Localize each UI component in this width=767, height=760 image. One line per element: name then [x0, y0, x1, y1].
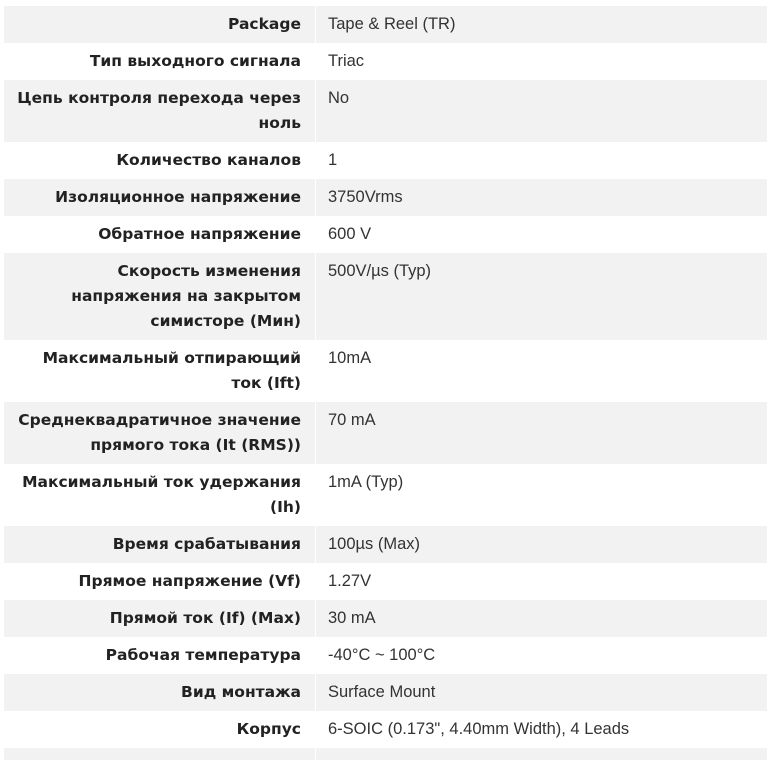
spec-label: Максимальный отпирающий ток (Ift)	[4, 340, 316, 402]
spec-table	[4, 6, 767, 760]
spec-label: Скорость изменения напряжения на закрытом симисторе (Мин)	[4, 253, 316, 340]
spec-label: Среднеквадратичное значение прямого тока (It (RMS))	[4, 402, 316, 464]
spec-value	[316, 748, 767, 760]
spec-label: Прямое напряжение (Vf)	[4, 563, 316, 600]
table-row	[4, 674, 767, 711]
spec-value: Surface Mount	[316, 674, 767, 711]
table-row	[4, 563, 767, 600]
table-row	[4, 711, 767, 748]
spec-value: 6-SOIC (0.173", 4.40mm Width), 4 Leads	[316, 711, 767, 748]
spec-label: Изоляционное напряжение	[4, 179, 316, 216]
spec-label: Обратное напряжение	[4, 216, 316, 253]
table-row	[4, 216, 767, 253]
spec-label: Время срабатывания	[4, 526, 316, 563]
spec-label: Цепь контроля перехода через ноль	[4, 80, 316, 142]
spec-label: Количество каналов	[4, 142, 316, 179]
table-row	[4, 253, 767, 340]
spec-value: 100µs (Max)	[316, 526, 767, 563]
table-row	[4, 43, 767, 80]
spec-value: Triac	[316, 43, 767, 80]
spec-value: 1mA (Typ)	[316, 464, 767, 526]
table-row	[4, 464, 767, 526]
spec-value: 600 V	[316, 216, 767, 253]
spec-value: 70 mA	[316, 402, 767, 464]
table-row	[4, 340, 767, 402]
spec-value: 1.27V	[316, 563, 767, 600]
table-row	[4, 6, 767, 43]
spec-value: Tape & Reel (TR)	[316, 6, 767, 43]
spec-label: Корпус	[4, 711, 316, 748]
spec-value: -40°C ~ 100°C	[316, 637, 767, 674]
table-row	[4, 748, 767, 760]
table-row	[4, 637, 767, 674]
spec-label: Максимальный ток удержания (Ih)	[4, 464, 316, 526]
spec-label: Тип выходного сигнала	[4, 43, 316, 80]
spec-value: 1	[316, 142, 767, 179]
spec-label: Прямой ток (If) (Max)	[4, 600, 316, 637]
table-row	[4, 526, 767, 563]
spec-label: Вид монтажа	[4, 674, 316, 711]
table-row	[4, 402, 767, 464]
table-row	[4, 142, 767, 179]
spec-value: No	[316, 80, 767, 142]
spec-value: 10mA	[316, 340, 767, 402]
spec-value: 3750Vrms	[316, 179, 767, 216]
spec-value: 500V/µs (Typ)	[316, 253, 767, 340]
spec-label: Package	[4, 6, 316, 43]
table-row	[4, 600, 767, 637]
spec-label: Рабочая температура	[4, 637, 316, 674]
spec-value: 30 mA	[316, 600, 767, 637]
table-row	[4, 80, 767, 142]
spec-label	[4, 748, 316, 760]
table-row	[4, 179, 767, 216]
